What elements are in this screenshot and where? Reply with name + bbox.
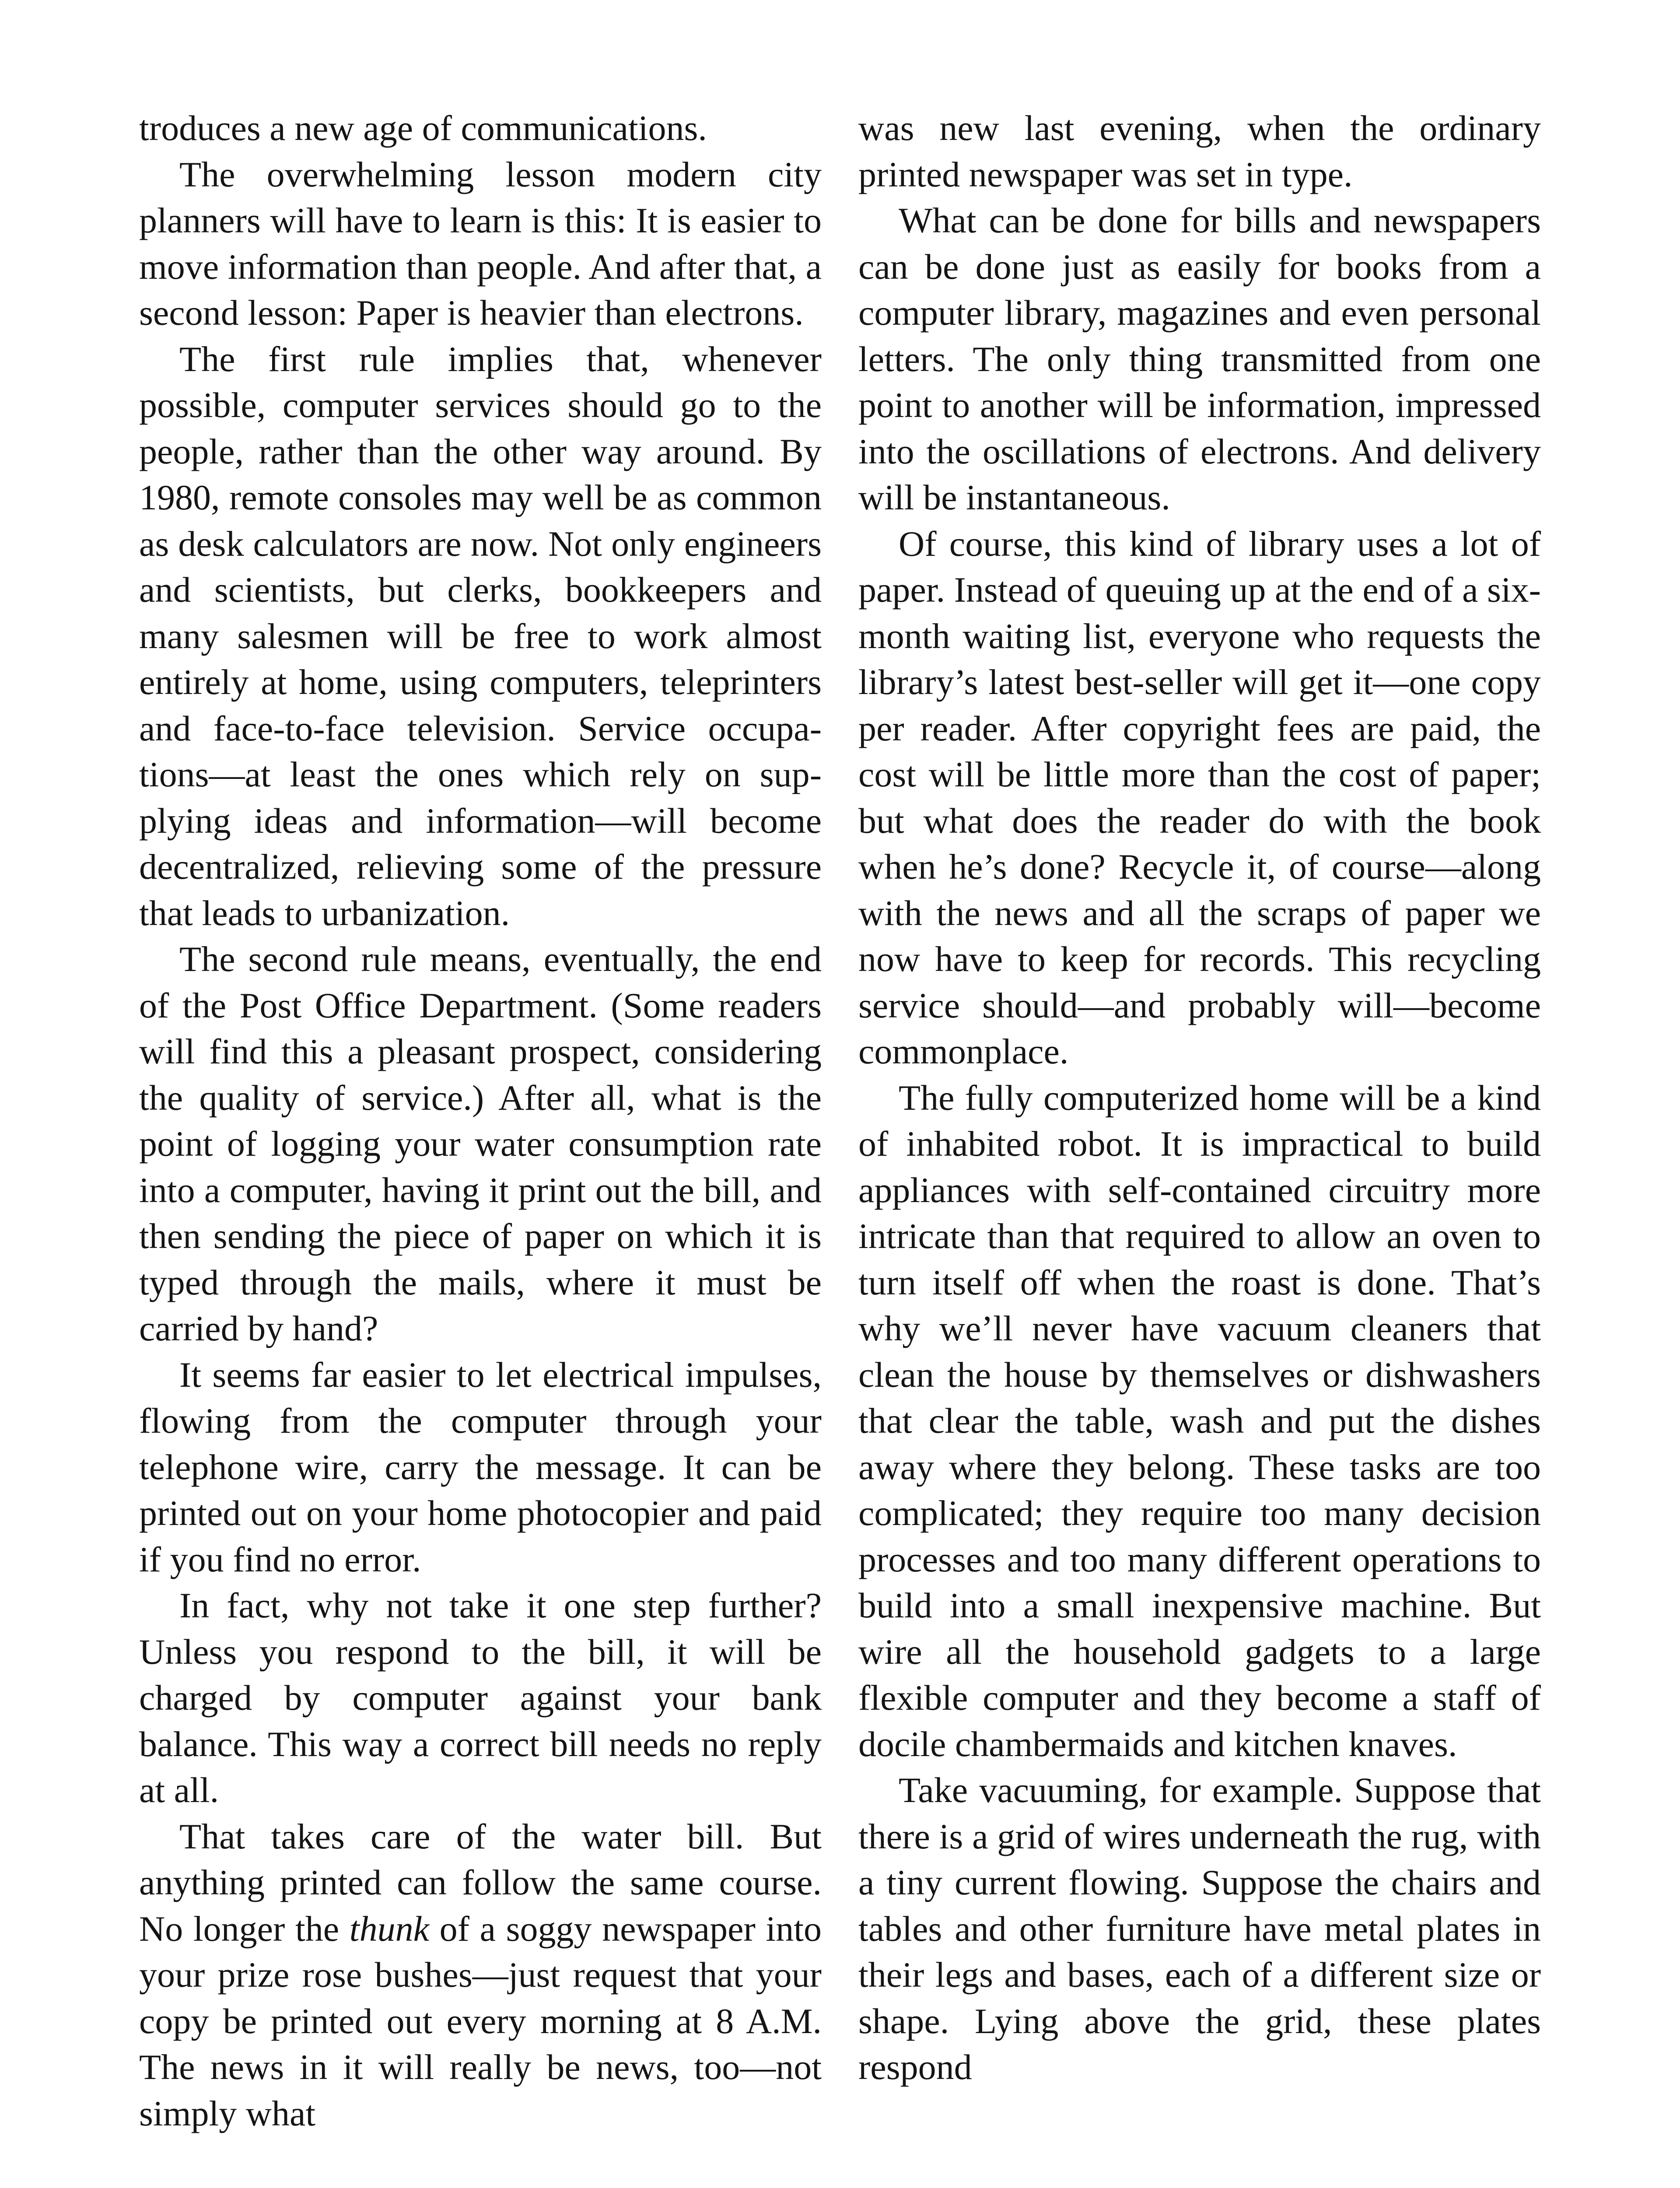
paragraph: The overwhelming lesson modern city planners will have to learn is this: It is easier to move information than people. And after that, a second lesson: Paper is heavier than electrons.: [139, 154, 822, 333]
left-text-column: [139, 105, 822, 2136]
paragraph: The first rule implies that, whenever possible, computer services should go to the people, rather than the other way around. By 1980, remote consoles may well be as common as desk calculators are now. Not only engineers and scientists, but clerks, bookkeepers and many salesmen will be free to work almost entirely at home, using computers, teleprinters and face-to-face television. Service occupations—at least the ones which rely on supplying ideas and information—will become decentralized, relieving some of the pressure that leads to urbanization.: [139, 339, 822, 933]
paragraph: What can be done for bills and newspapers can be done just as easily for books from a computer library, magazines and even personal letters. The only thing transmitted from one point to another will be information, impressed into the oscillations of electrons. And delivery will be instantaneous.: [858, 200, 1541, 517]
paragraph: Take vacuuming, for example. Suppose that there is a grid of wires underneath the rug, with a tiny current flowing. Suppose the chairs and tables and other furniture have metal plates in their legs and bases, each of a different size or shape. Lying above the grid, these plates respond: [858, 1770, 1541, 2087]
paragraph: [139, 1813, 822, 2137]
paragraph: It seems far easier to let electrical impulses, flowing from the computer through your telephone wire, carry the message. It can be printed out on your home photocopier and paid if you find no error.: [139, 1354, 822, 1579]
paragraph: The fully computerized home will be a kind of inhabited robot. It is impractical to build appliances with self-contained circuitry more intricate than that required to allow an oven to turn itself off when the roast is done. That’s why we’ll never have vacuum cleaners that clean the house by themselves or dishwashers that clear the table, wash and put the dishes away where they belong. These tasks are too complicated; they require too many decision processes and too many different operations to build into a small inexpensive machine. But wire all the household gadgets to a large flexible computer and they become a staff of docile chambermaids and kitchen knaves.: [858, 1077, 1541, 1764]
paragraph-text: That takes care of the water bill. But anything printed can follow the same course. No longer the: [139, 1816, 822, 1949]
paragraph: Of course, this kind of library uses a lot of paper. Instead of queuing up at the end of a six-month waiting list, everyone who requests the library’s latest best-seller will get it—one copy per reader. After copyright fees are paid, the cost will be little more than the cost of paper; but what does the reader do with the book when he’s done? Recycle it, of course—along with the news and all the scraps of paper we now have to keep for records. This recycling service should—and probably will—become commonplace.: [858, 523, 1541, 1071]
right-text-column: [858, 105, 1541, 2090]
paragraph: In fact, why not take it one step further? Unless you respond to the bill, it will be charged by computer against your bank balance. This way a correct bill needs no reply at all.: [139, 1585, 822, 1810]
paragraph-continued: troduces a new age of communications.: [139, 108, 707, 148]
paragraph-continued: was new last evening, when the ordinary printed newspaper was set in type.: [858, 108, 1541, 194]
paragraph: The second rule means, eventually, the end of the Post Office Department. (Some readers will find this a pleasant prospect, considering the quality of service.) After all, what is the point of logging your water consumption rate into a computer, having it print out the bill, and then sending the piece of paper on which it is typed through the mails, where it must be carried by hand?: [139, 939, 822, 1348]
paragraph-text: of a soggy newspaper into your prize rose bushes—just request that your copy be printed out every morning at 8 A.M. The news in it will really be news, too—not simply what: [139, 1908, 822, 2133]
emphasis-word: thunk: [349, 1908, 429, 1949]
